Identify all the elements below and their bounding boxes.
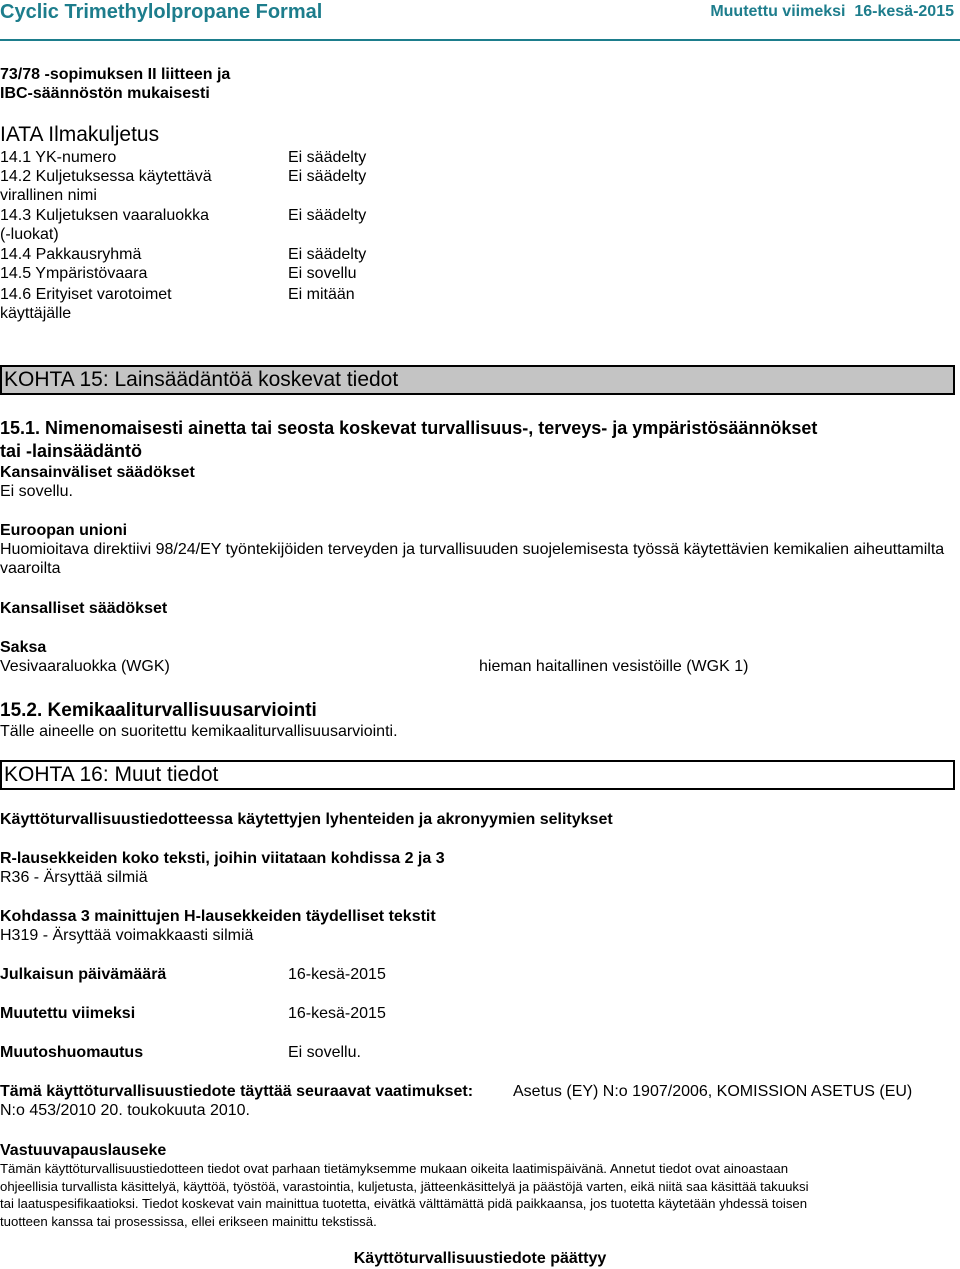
issue-date-label: Julkaisun päivämäärä: [0, 966, 167, 983]
r-phrases-label: R-lausekkeiden koko teksti, joihin viitataan kohdissa 2 ja 3: [0, 850, 445, 867]
disclaimer-line: tuotteen kanssa tai prosessissa, ellei erikseen mainittu tekstissä.: [0, 1213, 377, 1229]
iata-row-label-cont: virallinen nimi: [0, 187, 97, 204]
h-phrases-text: H319 - Ärsyttää voimakkaasti silmiä: [0, 927, 254, 944]
national-regulations-label: Kansalliset säädökset: [0, 600, 168, 617]
eu-directive-text: Huomioitava direktiivi 98/24/EY työntekijöiden terveyden ja turvallisuuden suojelemisesta työssä käytettävien kemikalien aiheuttamilta vaaroilta: [0, 541, 945, 577]
revision-date-value: 16-kesä-2015: [288, 1005, 386, 1022]
disclaimer-title: Vastuuvapauslauseke: [0, 1142, 167, 1159]
compliance-label: Tämä käyttöturvallisuustiedote täyttää seuraavat vaatimukset:: [0, 1083, 474, 1100]
disclaimer-line: tai laatuspesifikaatioksi. Tiedot koskevat vain mainittua tuotetta, eivätkä välttämättä pidä paikkaansa, jos tuotetta käytetään yhdessä toisen: [0, 1196, 808, 1211]
iata-row-value: Ei säädelty: [288, 168, 367, 185]
issue-date-value: 16-kesä-2015: [288, 966, 386, 983]
h-phrases-label: Kohdassa 3 mainittujen H-lausekkeiden täydelliset tekstit: [0, 908, 436, 925]
intl-regulations-value: Ei sovellu.: [0, 483, 73, 500]
chemical-safety-assessment-text: Tälle aineelle on suoritettu kemikaaliturvallisuusarviointi.: [0, 723, 398, 740]
iata-row-label: 14.5 Ympäristövaara: [0, 265, 148, 282]
revision-note-value: Ei sovellu.: [288, 1044, 361, 1061]
iata-row-label-cont: käyttäjälle: [0, 305, 72, 322]
revision-date-label: Muutettu viimeksi: [0, 1005, 136, 1022]
iata-row-value: Ei sovellu: [288, 265, 357, 282]
iata-row-label: 14.6 Erityiset varotoimet: [0, 286, 172, 303]
iata-row-value: Ei säädelty: [288, 207, 367, 224]
header-revised-date: 16-kesä-2015: [854, 3, 954, 20]
iata-title: IATA Ilmakuljetus: [0, 123, 160, 146]
header-revised: [710, 3, 954, 21]
iata-row-value: Ei säädelty: [288, 246, 367, 263]
subsection-15-1-title-cont: tai -lainsäädäntö: [0, 441, 143, 461]
eu-label: Euroopan unioni: [0, 522, 128, 539]
iata-row-label: 14.3 Kuljetuksen vaaraluokka: [0, 207, 210, 224]
wgk-value: hieman haitallinen vesistöille (WGK 1): [479, 658, 749, 675]
marpol-line-2: IBC-säännöstön mukaisesti: [0, 85, 210, 102]
header-revised-label: Muutettu viimeksi: [710, 3, 846, 20]
subsection-15-2-title: 15.2. Kemikaaliturvallisuusarviointi: [0, 700, 317, 721]
r-phrases-text: R36 - Ärsyttää silmiä: [0, 869, 148, 886]
intl-regulations-label: Kansainväliset säädökset: [0, 464, 195, 481]
subsection-15-1-title: 15.1. Nimenomaisesti ainetta tai seosta koskevat turvallisuus-, terveys- ja ympäristösäännökset: [0, 418, 818, 438]
section-16-heading: KOHTA 16: Muut tiedot: [0, 760, 955, 790]
germany-label: Saksa: [0, 639, 47, 656]
iata-row-value: Ei säädelty: [288, 149, 367, 166]
revision-note-label: Muutoshuomautus: [0, 1044, 144, 1061]
disclaimer-line: ohjeellisia turvallista käsittelyä, käyttöä, työstöä, varastointia, kuljetusta, jätteenkäsittelyä ja päästöjä varten, eikä niitä saa käsittää takuuksi: [0, 1178, 809, 1194]
compliance-value: Asetus (EY) N:o 1907/2006, KOMISSION ASETUS (EU): [513, 1083, 913, 1100]
abbreviations-label: Käyttöturvallisuustiedotteessa käytettyjen lyhenteiden ja akronyymien selitykset: [0, 811, 613, 828]
iata-row-label: 14.4 Pakkausryhmä: [0, 246, 142, 263]
disclaimer-line: Tämän käyttöturvallisuustiedotteen tiedot ovat parhaan tietämyksemme mukaan oikeita laatimispäivänä. Annetut tiedot ovat ainoastaan: [0, 1161, 789, 1176]
iata-row-value: Ei mitään: [288, 286, 355, 303]
disclaimer-text: [0, 1160, 809, 1230]
iata-row-label: 14.1 YK-numero: [0, 149, 117, 166]
wgk-label: Vesivaaraluokka (WGK): [0, 658, 170, 675]
marpol-line-1: 73/78 -sopimuksen II liitteen ja: [0, 66, 231, 83]
end-of-sds-text: Käyttöturvallisuustiedote päättyy: [353, 1250, 607, 1267]
header-rule: [0, 39, 960, 41]
compliance-value-cont: N:o 453/2010 20. toukokuuta 2010.: [0, 1102, 250, 1119]
document-title: Cyclic Trimethylolpropane Formal: [0, 1, 323, 23]
section-15-heading: KOHTA 15: Lainsäädäntöä koskevat tiedot: [0, 365, 955, 395]
iata-row-label-cont: (-luokat): [0, 226, 59, 243]
iata-row-label: 14.2 Kuljetuksessa käytettävä: [0, 168, 212, 185]
